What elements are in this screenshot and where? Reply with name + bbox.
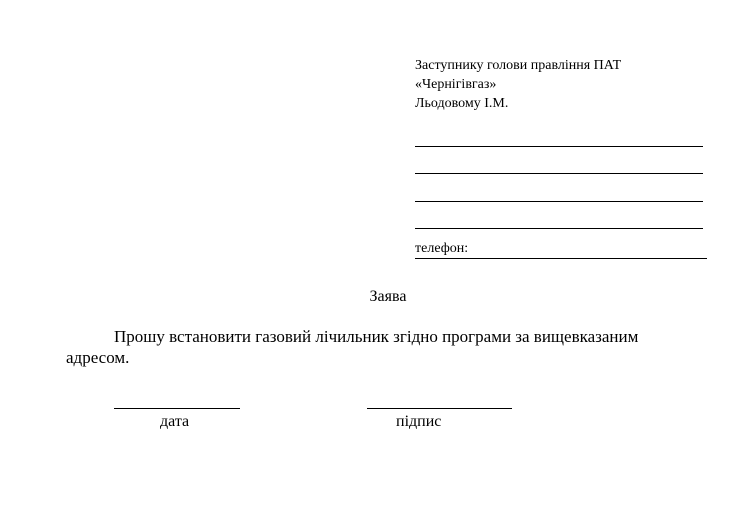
applicant-blank-line-1[interactable]: [415, 146, 703, 147]
signature-field[interactable]: [367, 408, 512, 409]
signature-label: підпис: [396, 413, 442, 430]
addressee-block: [415, 56, 715, 113]
applicant-blank-line-3[interactable]: [415, 201, 703, 202]
date-label: дата: [160, 413, 190, 430]
application-body: [66, 326, 716, 368]
date-field[interactable]: [114, 408, 240, 409]
addressee-name: Льодовому І.М.: [415, 96, 509, 111]
body-line-1: Прошу встановити газовий лічильник згідно програми за вищевказаним: [114, 327, 639, 346]
applicant-blank-line-4[interactable]: [415, 228, 703, 229]
applicant-blank-line-2[interactable]: [415, 173, 703, 174]
phone-label: телефон:: [415, 241, 469, 256]
document-title: Заява: [369, 288, 407, 305]
addressee-company: «Чернігівгаз»: [415, 77, 497, 92]
body-line-2: адресом.: [66, 348, 130, 367]
addressee-position: Заступнику голови правління ПАТ: [415, 58, 622, 73]
phone-field[interactable]: [415, 240, 707, 259]
